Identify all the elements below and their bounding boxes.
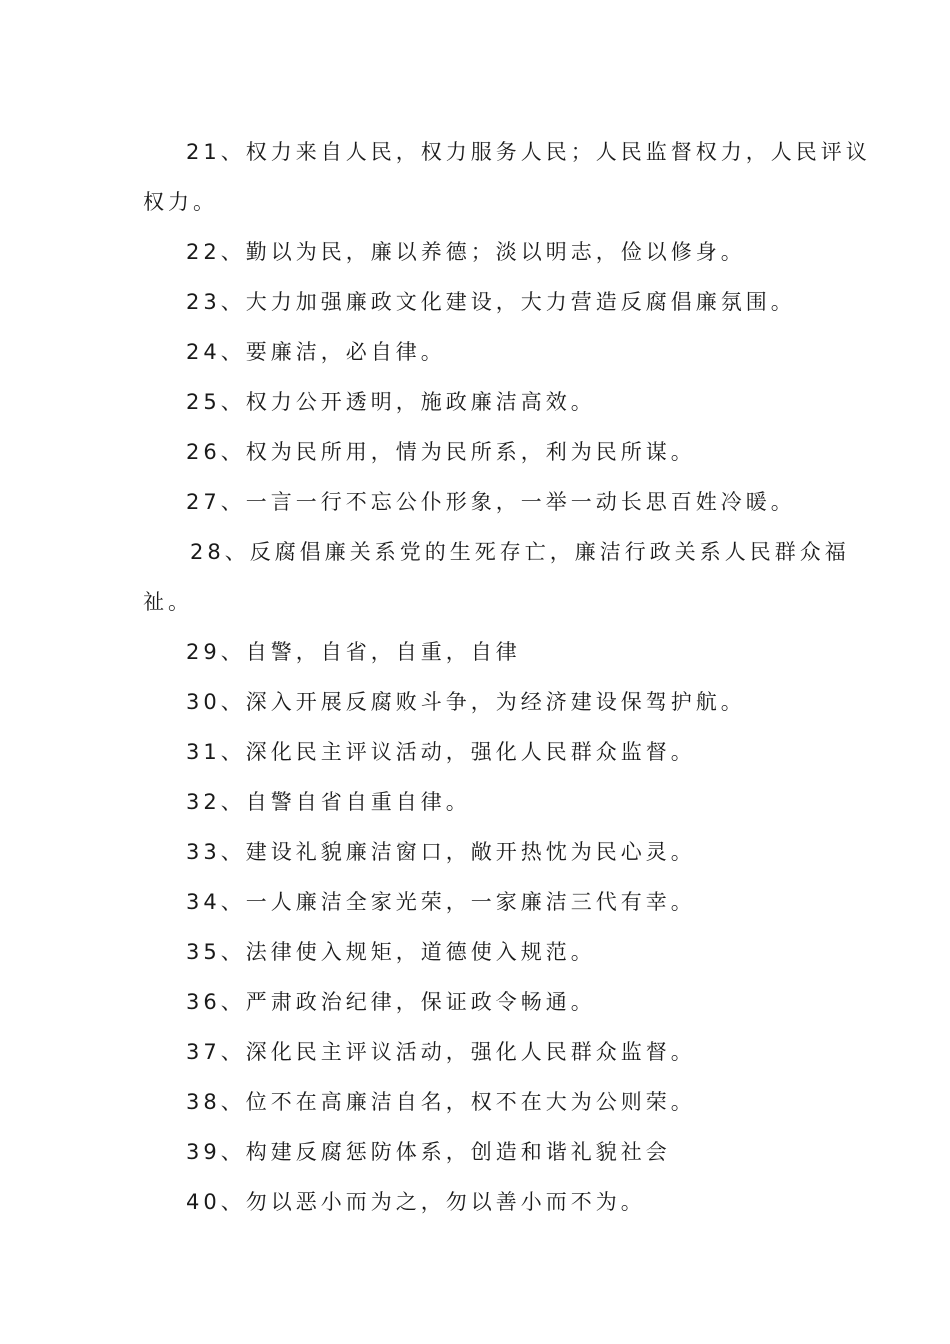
item-32: 32、自警自省自重自律。 — [186, 790, 471, 814]
item-33: 33、建设礼貌廉洁窗口，敞开热忱为民心灵。 — [186, 840, 696, 864]
item-27: 27、一言一行不忘公仆形象，一举一动长思百姓冷暖。 — [186, 490, 796, 514]
item-35: 35、法律使入规矩，道德使入规范。 — [186, 940, 596, 964]
item-25: 25、权力公开透明，施政廉洁高效。 — [186, 390, 596, 414]
item-30: 30、深入开展反腐败斗争，为经济建设保驾护航。 — [186, 690, 746, 714]
item-38: 38、位不在高廉洁自名，权不在大为公则荣。 — [186, 1090, 696, 1114]
item-39: 39、构建反腐惩防体系，创造和谐礼貌社会 — [186, 1140, 671, 1164]
item-21-line-1: 21、权力来自人民，权力服务人民；人民监督权力，人民评议 — [186, 140, 871, 164]
item-26: 26、权为民所用，情为民所系，利为民所谋。 — [186, 440, 696, 464]
item-36: 36、严肃政治纪律，保证政令畅通。 — [186, 990, 596, 1014]
item-28-line-2: 祉。 — [143, 590, 193, 614]
item-29: 29、自警，自省，自重，自律 — [186, 640, 521, 664]
item-21-line-2: 权力。 — [143, 190, 218, 214]
item-28-line-1: 28、反腐倡廉关系党的生死存亡，廉洁行政关系人民群众福 — [190, 540, 850, 564]
item-34: 34、一人廉洁全家光荣，一家廉洁三代有幸。 — [186, 890, 696, 914]
item-31: 31、深化民主评议活动，强化人民群众监督。 — [186, 740, 696, 764]
item-24: 24、要廉洁，必自律。 — [186, 340, 446, 364]
item-23: 23、大力加强廉政文化建设，大力营造反腐倡廉氛围。 — [186, 290, 796, 314]
item-40: 40、勿以恶小而为之，勿以善小而不为。 — [186, 1190, 646, 1214]
item-22: 22、勤以为民，廉以养德；淡以明志，俭以修身。 — [186, 240, 746, 264]
item-37: 37、深化民主评议活动，强化人民群众监督。 — [186, 1040, 696, 1064]
